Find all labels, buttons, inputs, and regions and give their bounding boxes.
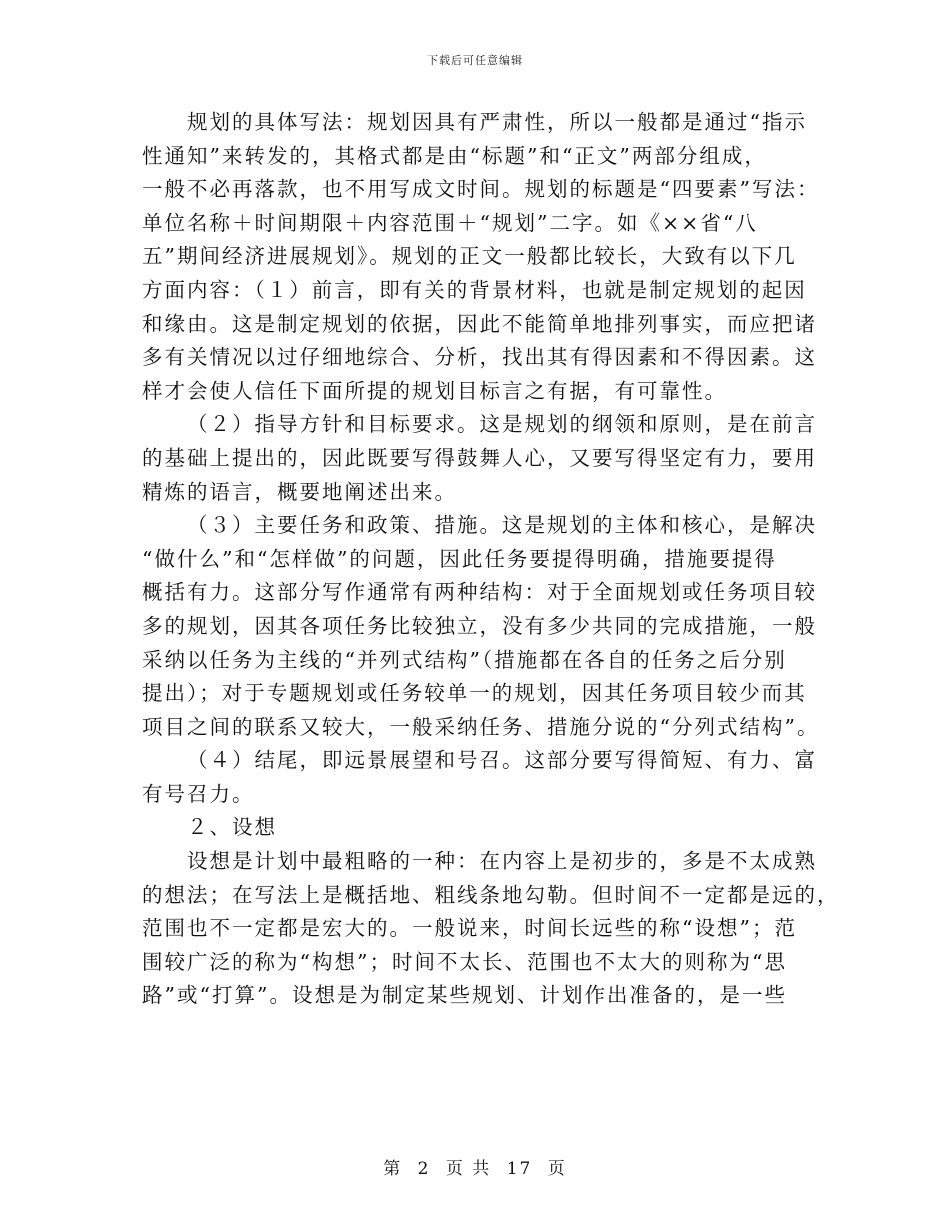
document-body: [142, 106, 840, 1013]
text-line: 概括有力。这部分写作通常有两种结构：对于全面规划或任务项目较: [142, 580, 817, 605]
text-line: 采纳以任务为主线的“并列式结构”（措施都在各自的任务之后分别: [142, 647, 787, 672]
text-line: 性通知”来转发的，其格式都是由“标题”和“正文”两部分组成，: [142, 143, 767, 168]
text-line: 围较广泛的称为“构想”；时间不太长、范围也不太大的则称为“思: [142, 949, 787, 974]
text-line: 多有关情况以过仔细地综合、分析，找出其有得因素和不得因素。这: [142, 345, 817, 370]
text-line: 样才会使人信任下面所提的规划目标言之有据，有可靠性。: [142, 378, 727, 403]
text-line: 多的规划，因其各项任务比较独立，没有多少共同的完成措施，一般: [142, 613, 817, 638]
text-line: 设想是计划中最粗略的一种：在内容上是初步的，多是不太成熟: [187, 849, 817, 874]
text-line: 规划的具体写法：规划因具有严肃性，所以一般都是通过“指示: [187, 110, 807, 134]
text-line: （４）结尾，即远景展望和号召。这部分要写得简短、有力、富: [187, 748, 817, 773]
current-page-number: 2: [417, 1159, 431, 1179]
text-line: 提出）；对于专题规划或任务较单一的规划，因其任务项目较少而其: [142, 681, 807, 706]
footer-middle: 页 共: [445, 1159, 492, 1179]
text-line: 范围也不一定都是宏大的。一般说来，时间长远些的称“设想”；范: [142, 916, 797, 941]
text-line: “做什么”和“怎样做”的问题，因此任务要提得明确，措施要提得: [142, 546, 777, 571]
text-line: 一般不必再落款，也不用写成文时间。规划的标题是“四要素”写法：: [142, 177, 820, 202]
text-line: 的想法；在写法上是概括地、粗线条地勾勒。但时间不一定都是远的，: [142, 882, 840, 907]
page-footer: [0, 1154, 950, 1179]
text-line: 和缘由。这是制定规划的依据，因此不能简单地排列事实，而应把诸: [142, 311, 817, 336]
text-line: （３）主要任务和政策、措施。这是规划的主体和核心，是解决: [187, 513, 817, 538]
text-line: 有号召力。: [142, 781, 255, 806]
total-page-count: 17: [506, 1159, 533, 1179]
section-heading: ２、设想: [187, 815, 277, 840]
footer-prefix: 第: [383, 1159, 403, 1179]
text-line: 项目之间的联系又较大，一般采纳任务、措施分说的“分列式结构”。: [142, 714, 820, 739]
text-line: （２）指导方针和目标要求。这是规划的纲领和原则，是在前言: [187, 412, 817, 437]
text-line: 的基础上提出的，因此既要写得鼓舞人心，又要写得坚定有力，要用: [142, 445, 817, 470]
text-line: 精炼的语言，概要地阐述出来。: [142, 479, 457, 504]
text-line: 五”期间经济进展规划》。规划的正文一般都比较长，大致有以下几: [142, 244, 797, 269]
text-line: 路”或“打算”。设想是为制定某些规划、计划作出准备的，是一些: [142, 983, 787, 1008]
text-line: 方面内容：（１）前言，即有关的背景材料，也就是制定规划的起因: [142, 277, 807, 302]
text-line: 单位名称＋时间期限＋内容范围＋“规划”二字。如《××省“八: [142, 210, 758, 235]
footer-suffix: 页: [547, 1159, 567, 1179]
page-header: 下载后可任意编辑: [427, 54, 523, 67]
